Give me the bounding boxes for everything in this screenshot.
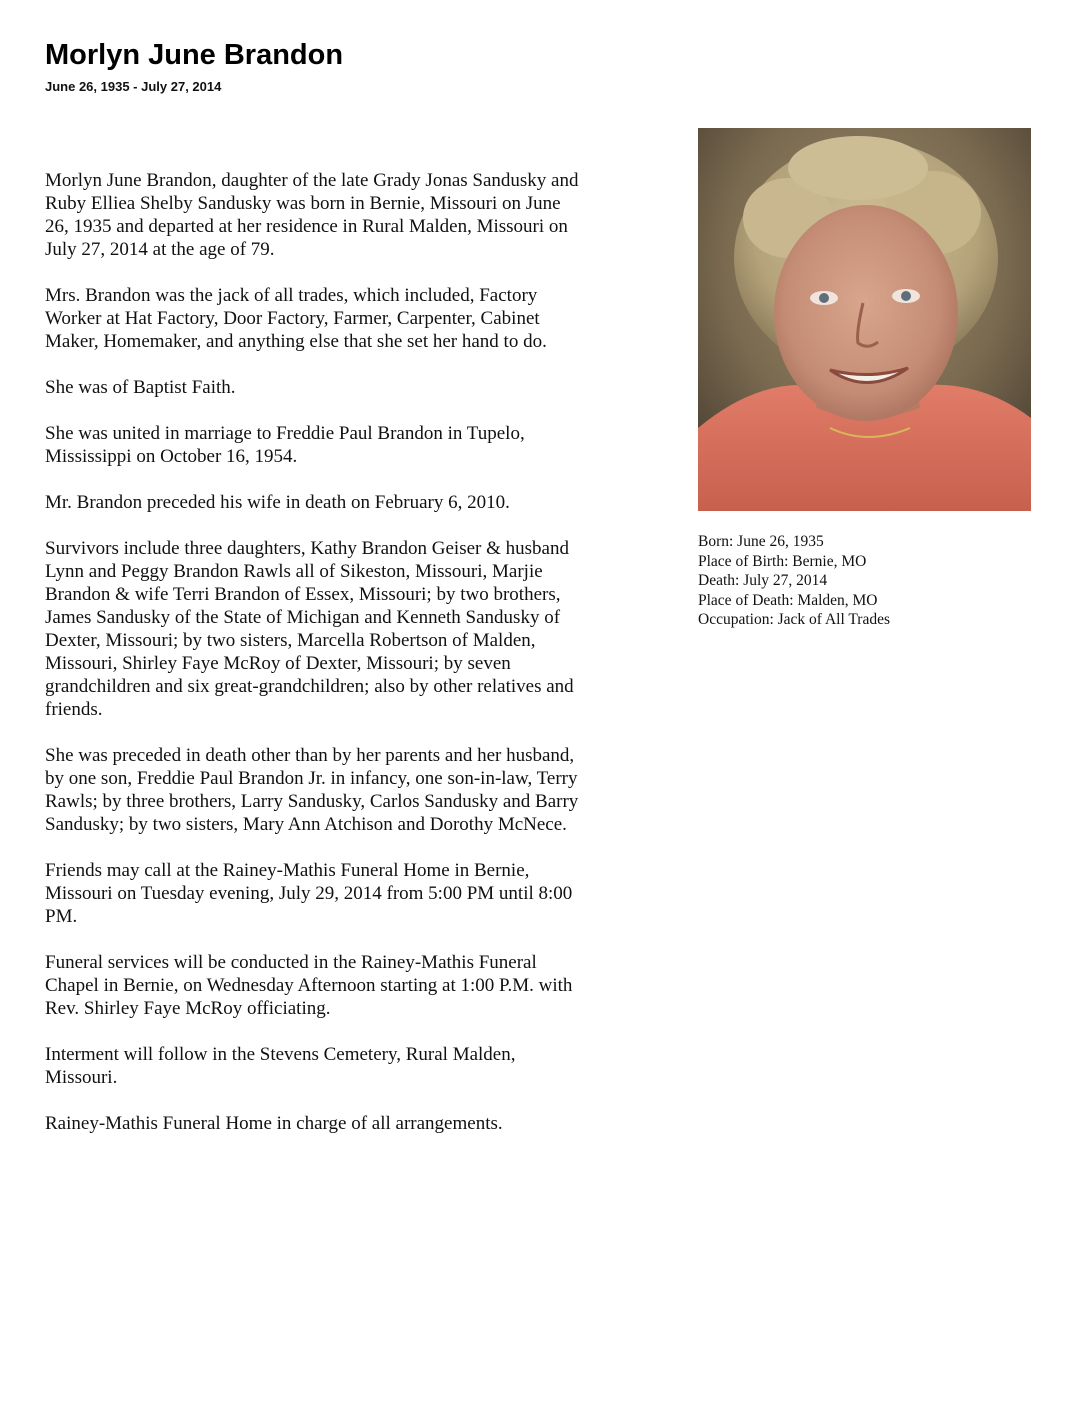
fact-place-of-birth: Place of Birth: Bernie, MO [698,552,867,570]
paragraph [45,491,665,514]
text-line: Morlyn June Brandon, daughter of the late Grady Jonas Sandusky and [45,170,579,191]
paragraph [45,284,665,353]
text-line: She was united in marriage to Freddie Paul Brandon in Tupelo, [45,423,525,444]
paragraph [45,537,665,721]
paragraph [45,1112,665,1135]
text-line: Mississippi on October 16, 1954. [45,446,298,467]
text-line: Chapel in Bernie, on Wednesday Afternoon starting at 1:00 P.M. with [45,975,573,996]
fact-place-of-death: Place of Death: Malden, MO [698,591,878,609]
paragraph [45,422,665,468]
page-title: Morlyn June Brandon [45,39,344,71]
paragraph [45,859,665,928]
paragraph [45,376,665,399]
text-line: Ruby Elliea Shelby Sandusky was born in Bernie, Missouri on June [45,193,561,214]
text-line: She was preceded in death other than by her parents and her husband, [45,745,575,766]
paragraph [45,169,665,261]
vital-facts [698,532,1038,630]
text-line: Mrs. Brandon was the jack of all trades, which included, Factory [45,285,538,306]
text-line: friends. [45,699,103,720]
text-line: Interment will follow in the Stevens Cemetery, Rural Malden, [45,1044,516,1065]
text-line: Lynn and Peggy Brandon Rawls all of Sikeston, Missouri, Marjie [45,561,543,582]
text-line: 26, 1935 and departed at her residence in Rural Malden, Missouri on [45,216,568,237]
fact-born: Born: June 26, 1935 [698,533,824,550]
text-line: Missouri, Shirley Faye McRoy of Dexter, Missouri; by seven [45,653,511,674]
text-line: Missouri. [45,1067,118,1088]
text-line: James Sandusky of the State of Michigan and Kenneth Sandusky of [45,607,561,628]
text-line: Rev. Shirley Faye McRoy officiating. [45,998,331,1019]
paragraph [45,1043,665,1089]
text-line: Missouri on Tuesday evening, July 29, 2014 from 5:00 PM until 8:00 [45,883,573,904]
fact-death: Death: July 27, 2014 [698,572,828,589]
life-dates: June 26, 1935 - July 27, 2014 [45,79,222,94]
text-line: Worker at Hat Factory, Door Factory, Farmer, Carpenter, Cabinet [45,308,540,329]
obituary-text [45,169,665,1158]
text-line: PM. [45,906,78,927]
text-line: Funeral services will be conducted in the Rainey-Mathis Funeral [45,952,537,973]
text-line: July 27, 2014 at the age of 79. [45,239,275,260]
text-line: Dexter, Missouri; by two sisters, Marcella Robertson of Malden, [45,630,536,651]
portrait-photo [698,128,1031,511]
text-line: by one son, Freddie Paul Brandon Jr. in infancy, one son-in-law, Terry [45,768,578,789]
paragraph [45,744,665,836]
text-line: Maker, Homemaker, and anything else that she set her hand to do. [45,331,547,352]
text-line: Mr. Brandon preceded his wife in death on February 6, 2010. [45,492,510,513]
text-line: grandchildren and six great-grandchildren; also by other relatives and [45,676,574,697]
paragraph [45,951,665,1020]
text-line: Rawls; by three brothers, Larry Sandusky, Carlos Sandusky and Barry [45,791,579,812]
text-line: Friends may call at the Rainey-Mathis Funeral Home in Bernie, [45,860,530,881]
text-line: Survivors include three daughters, Kathy Brandon Geiser & husband [45,538,569,559]
text-line: She was of Baptist Faith. [45,377,236,398]
text-line: Sandusky; by two sisters, Mary Ann Atchison and Dorothy McNece. [45,814,567,835]
fact-occupation: Occupation: Jack of All Trades [698,611,891,628]
text-line: Brandon & wife Terri Brandon of Essex, Missouri; by two brothers, [45,584,561,605]
text-line: Rainey-Mathis Funeral Home in charge of all arrangements. [45,1113,503,1134]
